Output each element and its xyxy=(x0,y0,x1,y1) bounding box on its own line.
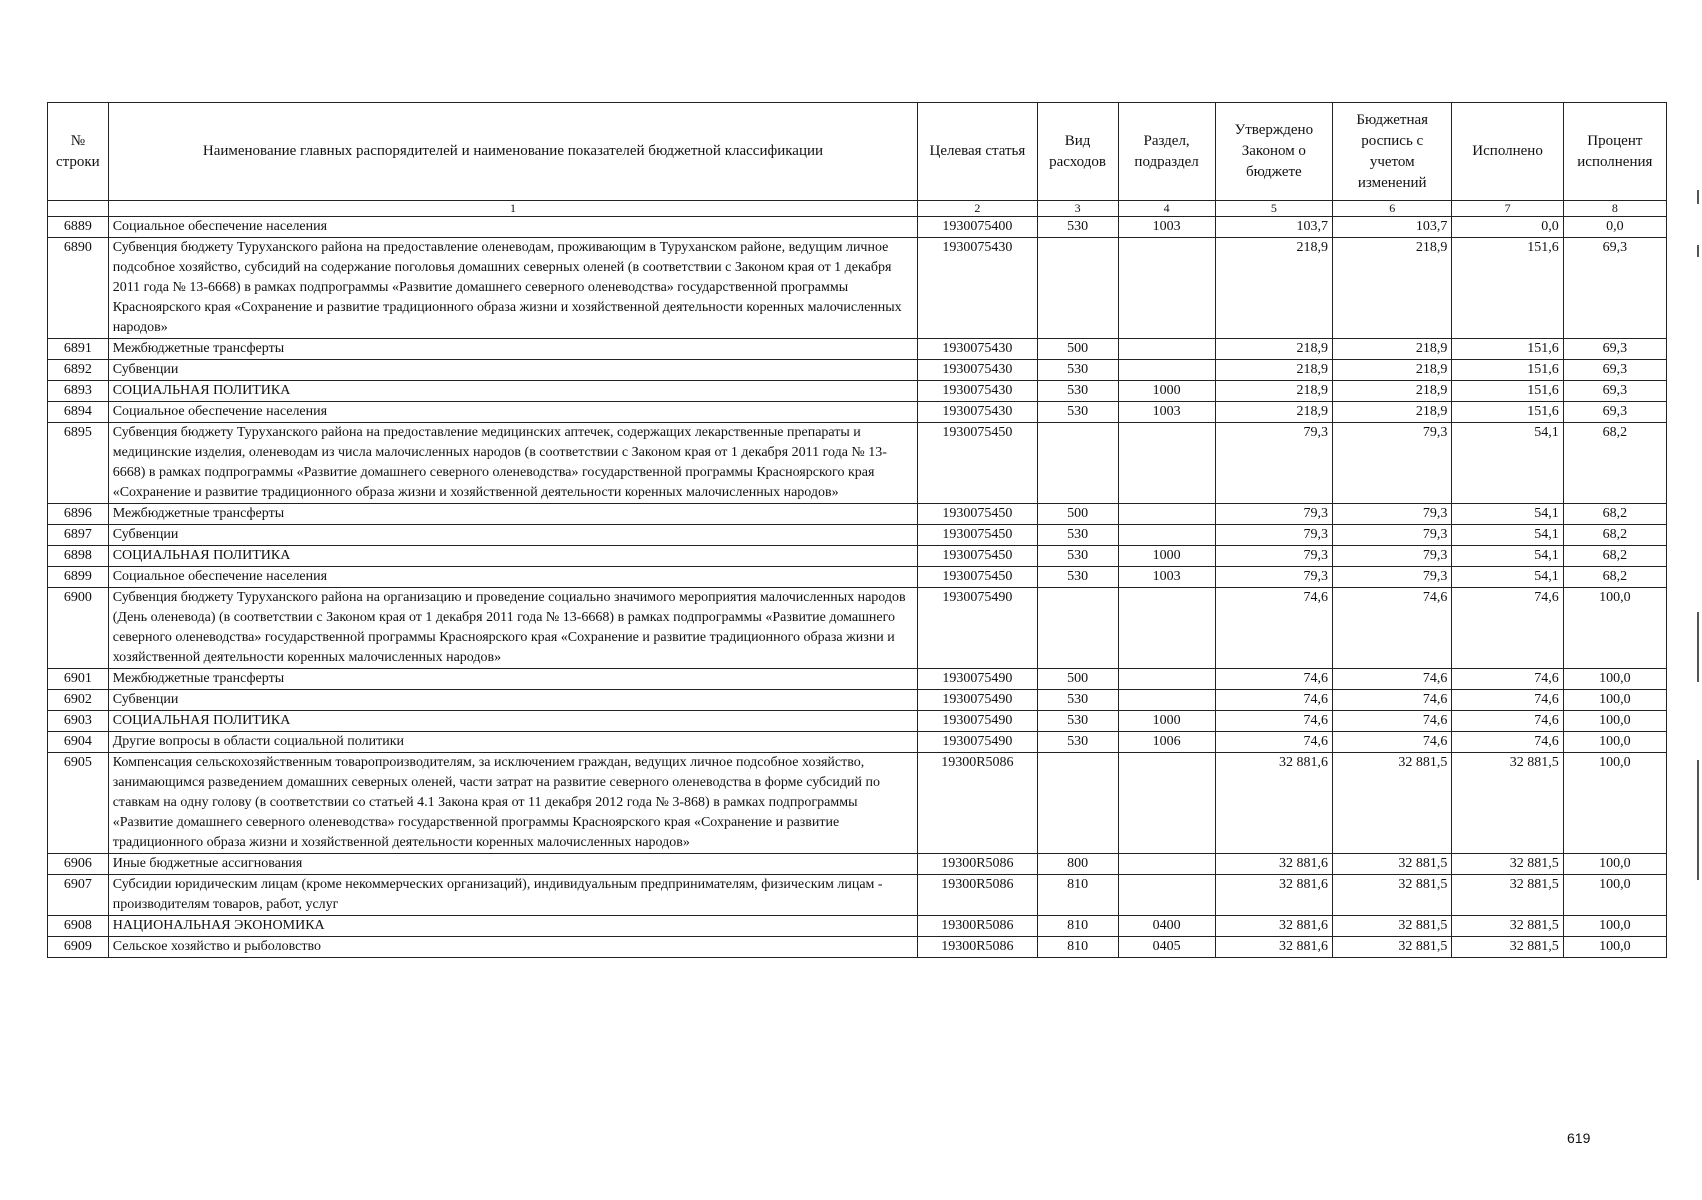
section-cell xyxy=(1118,690,1215,711)
row-number-cell: 6901 xyxy=(48,669,109,690)
budget-list-cell: 218,9 xyxy=(1333,381,1452,402)
target-article-cell: 1930075430 xyxy=(918,339,1037,360)
approved-cell: 218,9 xyxy=(1215,238,1332,339)
scan-edge-mark xyxy=(1697,190,1699,204)
approved-cell: 79,3 xyxy=(1215,423,1332,504)
table-row xyxy=(48,567,1667,588)
header-approved: Утверждено Законом о бюджете xyxy=(1215,103,1332,201)
executed-cell: 151,6 xyxy=(1452,381,1563,402)
item-name-cell: Межбюджетные трансферты xyxy=(108,669,918,690)
executed-cell: 54,1 xyxy=(1452,504,1563,525)
percent-cell: 69,3 xyxy=(1563,381,1666,402)
item-name-cell: Социальное обеспечение населения xyxy=(108,567,918,588)
row-number-cell: 6889 xyxy=(48,217,109,238)
row-number-cell: 6895 xyxy=(48,423,109,504)
column-number: 3 xyxy=(1037,201,1118,217)
row-number-cell: 6890 xyxy=(48,238,109,339)
table-row xyxy=(48,217,1667,238)
approved-cell: 103,7 xyxy=(1215,217,1332,238)
section-cell xyxy=(1118,339,1215,360)
row-number-cell: 6891 xyxy=(48,339,109,360)
expense-type-cell: 500 xyxy=(1037,669,1118,690)
table-row xyxy=(48,937,1667,958)
approved-cell: 218,9 xyxy=(1215,339,1332,360)
budget-list-cell: 32 881,5 xyxy=(1333,916,1452,937)
percent-cell: 100,0 xyxy=(1563,588,1666,669)
section-cell: 1006 xyxy=(1118,732,1215,753)
table-body xyxy=(48,217,1667,958)
section-cell xyxy=(1118,854,1215,875)
executed-cell: 74,6 xyxy=(1452,711,1563,732)
target-article-cell: 19300R5086 xyxy=(918,753,1037,854)
expense-type-cell: 530 xyxy=(1037,402,1118,423)
approved-cell: 218,9 xyxy=(1215,381,1332,402)
row-number-cell: 6907 xyxy=(48,875,109,916)
item-name-cell: Межбюджетные трансферты xyxy=(108,504,918,525)
item-name-cell: Иные бюджетные ассигнования xyxy=(108,854,918,875)
table-row xyxy=(48,588,1667,669)
row-number-cell: 6903 xyxy=(48,711,109,732)
table-row xyxy=(48,690,1667,711)
table-row xyxy=(48,423,1667,504)
row-number-cell: 6905 xyxy=(48,753,109,854)
expense-type-cell xyxy=(1037,423,1118,504)
item-name-cell: НАЦИОНАЛЬНАЯ ЭКОНОМИКА xyxy=(108,916,918,937)
section-cell xyxy=(1118,238,1215,339)
header-row-number: № строки xyxy=(48,103,109,201)
row-number-cell: 6897 xyxy=(48,525,109,546)
expense-type-cell: 500 xyxy=(1037,339,1118,360)
target-article-cell: 19300R5086 xyxy=(918,875,1037,916)
executed-cell: 32 881,5 xyxy=(1452,854,1563,875)
target-article-cell: 1930075450 xyxy=(918,504,1037,525)
budget-execution-table xyxy=(47,102,1667,958)
executed-cell: 74,6 xyxy=(1452,690,1563,711)
item-name-cell: СОЦИАЛЬНАЯ ПОЛИТИКА xyxy=(108,711,918,732)
expense-type-cell: 530 xyxy=(1037,546,1118,567)
table-row xyxy=(48,916,1667,937)
budget-list-cell: 79,3 xyxy=(1333,423,1452,504)
approved-cell: 218,9 xyxy=(1215,360,1332,381)
row-number-cell: 6898 xyxy=(48,546,109,567)
header-name: Наименование главных распорядителей и наименование показателей бюджетной классификации xyxy=(108,103,918,201)
percent-cell: 69,3 xyxy=(1563,238,1666,339)
row-number-cell: 6894 xyxy=(48,402,109,423)
percent-cell: 100,0 xyxy=(1563,937,1666,958)
percent-cell: 68,2 xyxy=(1563,423,1666,504)
column-number: 8 xyxy=(1563,201,1666,217)
executed-cell: 54,1 xyxy=(1452,525,1563,546)
table-row xyxy=(48,732,1667,753)
item-name-cell: Субвенция бюджету Туруханского района на организацию и проведение социально значимого мероприятия малочисленных народов (День оленевода) (в соответствии с Законом края от 1 декабря 2011 года № 13-6668) в рамках подпрограммы «Развитие домашнего северного оленеводства» государственной программы Красноярского края «Сохранение и развитие традиционного образа жизни и хозяйственной деятельности коренных малочисленных народов» xyxy=(108,588,918,669)
expense-type-cell: 530 xyxy=(1037,217,1118,238)
target-article-cell: 1930075430 xyxy=(918,238,1037,339)
executed-cell: 32 881,5 xyxy=(1452,753,1563,854)
section-cell: 1000 xyxy=(1118,711,1215,732)
percent-cell: 69,3 xyxy=(1563,339,1666,360)
row-number-cell: 6893 xyxy=(48,381,109,402)
page-number: 619 xyxy=(1567,1130,1591,1146)
executed-cell: 32 881,5 xyxy=(1452,916,1563,937)
budget-list-cell: 32 881,5 xyxy=(1333,854,1452,875)
table-row xyxy=(48,402,1667,423)
expense-type-cell: 530 xyxy=(1037,732,1118,753)
target-article-cell: 1930075450 xyxy=(918,423,1037,504)
executed-cell: 151,6 xyxy=(1452,402,1563,423)
expense-type-cell xyxy=(1037,588,1118,669)
item-name-cell: Субвенция бюджету Туруханского района на предоставление оленеводам, проживающим в Туруханском районе, ведущим личное подсобное хозяйство, субсидий на содержание поголовья домашних северных оленей (в соответствии с Законом края от 1 декабря 2011 года № 13-6668) в рамках подпрограммы «Развитие домашнего северного оленеводства» государственной программы Красноярского края «Сохранение и развитие традиционного образа жизни и хозяйственной деятельности коренных малочисленных народов» xyxy=(108,238,918,339)
section-cell: 1003 xyxy=(1118,217,1215,238)
percent-cell: 68,2 xyxy=(1563,525,1666,546)
approved-cell: 79,3 xyxy=(1215,504,1332,525)
budget-list-cell: 74,6 xyxy=(1333,588,1452,669)
budget-list-cell: 74,6 xyxy=(1333,732,1452,753)
approved-cell: 32 881,6 xyxy=(1215,753,1332,854)
executed-cell: 32 881,5 xyxy=(1452,937,1563,958)
table-row xyxy=(48,546,1667,567)
item-name-cell: Субвенции xyxy=(108,690,918,711)
column-number xyxy=(48,201,109,217)
table-row xyxy=(48,525,1667,546)
item-name-cell: Субвенции xyxy=(108,525,918,546)
expense-type-cell: 810 xyxy=(1037,937,1118,958)
executed-cell: 54,1 xyxy=(1452,567,1563,588)
budget-list-cell: 218,9 xyxy=(1333,402,1452,423)
header-expense-type: Вид расходов xyxy=(1037,103,1118,201)
approved-cell: 74,6 xyxy=(1215,690,1332,711)
section-cell xyxy=(1118,423,1215,504)
section-cell: 0405 xyxy=(1118,937,1215,958)
scan-edge-mark xyxy=(1697,760,1699,880)
budget-list-cell: 74,6 xyxy=(1333,711,1452,732)
percent-cell: 100,0 xyxy=(1563,753,1666,854)
row-number-cell: 6909 xyxy=(48,937,109,958)
expense-type-cell: 530 xyxy=(1037,567,1118,588)
target-article-cell: 1930075450 xyxy=(918,525,1037,546)
percent-cell: 100,0 xyxy=(1563,875,1666,916)
approved-cell: 32 881,6 xyxy=(1215,875,1332,916)
budget-list-cell: 218,9 xyxy=(1333,360,1452,381)
budget-list-cell: 32 881,5 xyxy=(1333,753,1452,854)
item-name-cell: Межбюджетные трансферты xyxy=(108,339,918,360)
target-article-cell: 19300R5086 xyxy=(918,937,1037,958)
item-name-cell: Субвенция бюджету Туруханского района на предоставление медицинских аптечек, содержащих лекарственные препараты и медицинские изделия, оленеводам из числа малочисленных народов (в соответствии с Законом края от 1 декабря 2011 года № 13-6668) в рамках подпрограммы «Развитие домашнего северного оленеводства» государственной программы Красноярского края «Сохранение и развитие традиционного образа жизни и хозяйственной деятельности коренных малочисленных народов» xyxy=(108,423,918,504)
approved-cell: 74,6 xyxy=(1215,669,1332,690)
header-budget-list: Бюджетная роспись с учетом изменений xyxy=(1333,103,1452,201)
item-name-cell: Социальное обеспечение населения xyxy=(108,217,918,238)
executed-cell: 54,1 xyxy=(1452,423,1563,504)
item-name-cell: Субвенции xyxy=(108,360,918,381)
approved-cell: 32 881,6 xyxy=(1215,937,1332,958)
expense-type-cell: 530 xyxy=(1037,525,1118,546)
section-cell: 0400 xyxy=(1118,916,1215,937)
table-row xyxy=(48,854,1667,875)
section-cell: 1000 xyxy=(1118,546,1215,567)
percent-cell: 100,0 xyxy=(1563,854,1666,875)
approved-cell: 74,6 xyxy=(1215,732,1332,753)
budget-list-cell: 32 881,5 xyxy=(1333,937,1452,958)
section-cell xyxy=(1118,504,1215,525)
header-percent: Процент исполнения xyxy=(1563,103,1666,201)
expense-type-cell: 800 xyxy=(1037,854,1118,875)
approved-cell: 218,9 xyxy=(1215,402,1332,423)
budget-list-cell: 79,3 xyxy=(1333,525,1452,546)
column-number: 5 xyxy=(1215,201,1332,217)
target-article-cell: 1930075450 xyxy=(918,567,1037,588)
approved-cell: 32 881,6 xyxy=(1215,854,1332,875)
executed-cell: 74,6 xyxy=(1452,588,1563,669)
executed-cell: 151,6 xyxy=(1452,238,1563,339)
percent-cell: 69,3 xyxy=(1563,360,1666,381)
target-article-cell: 19300R5086 xyxy=(918,854,1037,875)
section-cell: 1000 xyxy=(1118,381,1215,402)
approved-cell: 79,3 xyxy=(1215,525,1332,546)
table-row xyxy=(48,339,1667,360)
target-article-cell: 1930075490 xyxy=(918,732,1037,753)
percent-cell: 68,2 xyxy=(1563,567,1666,588)
target-article-cell: 1930075430 xyxy=(918,402,1037,423)
budget-list-cell: 79,3 xyxy=(1333,504,1452,525)
percent-cell: 100,0 xyxy=(1563,916,1666,937)
header-target-article: Целевая статья xyxy=(918,103,1037,201)
percent-cell: 100,0 xyxy=(1563,711,1666,732)
item-name-cell: Компенсация сельскохозяйственным товаропроизводителям, за исключением граждан, ведущих личное подсобное хозяйство, занимающимся разведением домашних северных оленей, части затрат на развитие северного оленеводства в форме субсидий по ставкам на одну голову (в соответствии со статьей 4.1 Закона края от 11 декабря 2012 года № 3-868) в рамках подпрограммы «Развитие домашнего северного оленеводства» государственной программы Красноярского края «Сохранение и развитие традиционного образа жизни и хозяйственной деятельности коренных малочисленных народов» xyxy=(108,753,918,854)
executed-cell: 151,6 xyxy=(1452,360,1563,381)
target-article-cell: 1930075490 xyxy=(918,690,1037,711)
column-number: 7 xyxy=(1452,201,1563,217)
expense-type-cell: 530 xyxy=(1037,690,1118,711)
approved-cell: 74,6 xyxy=(1215,711,1332,732)
header-executed: Исполнено xyxy=(1452,103,1563,201)
table-row xyxy=(48,875,1667,916)
row-number-cell: 6902 xyxy=(48,690,109,711)
item-name-cell: СОЦИАЛЬНАЯ ПОЛИТИКА xyxy=(108,546,918,567)
executed-cell: 0,0 xyxy=(1452,217,1563,238)
table-header-row xyxy=(48,103,1667,201)
budget-list-cell: 79,3 xyxy=(1333,546,1452,567)
expense-type-cell: 810 xyxy=(1037,916,1118,937)
target-article-cell: 1930075400 xyxy=(918,217,1037,238)
budget-list-cell: 79,3 xyxy=(1333,567,1452,588)
percent-cell: 100,0 xyxy=(1563,669,1666,690)
column-number: 1 xyxy=(108,201,918,217)
row-number-cell: 6892 xyxy=(48,360,109,381)
budget-list-cell: 218,9 xyxy=(1333,238,1452,339)
target-article-cell: 1930075430 xyxy=(918,360,1037,381)
row-number-cell: 6904 xyxy=(48,732,109,753)
target-article-cell: 1930075430 xyxy=(918,381,1037,402)
percent-cell: 68,2 xyxy=(1563,546,1666,567)
table-row xyxy=(48,381,1667,402)
row-number-cell: 6899 xyxy=(48,567,109,588)
budget-list-cell: 218,9 xyxy=(1333,339,1452,360)
table-row xyxy=(48,753,1667,854)
percent-cell: 100,0 xyxy=(1563,732,1666,753)
budget-list-cell: 32 881,5 xyxy=(1333,875,1452,916)
expense-type-cell: 530 xyxy=(1037,381,1118,402)
expense-type-cell: 530 xyxy=(1037,360,1118,381)
column-number-row xyxy=(48,201,1667,217)
target-article-cell: 19300R5086 xyxy=(918,916,1037,937)
executed-cell: 54,1 xyxy=(1452,546,1563,567)
expense-type-cell xyxy=(1037,753,1118,854)
table-row xyxy=(48,669,1667,690)
item-name-cell: Субсидии юридическим лицам (кроме некоммерческих организаций), индивидуальным предпринимателям, физическим лицам - производителям товаров, работ, услуг xyxy=(108,875,918,916)
budget-list-cell: 74,6 xyxy=(1333,669,1452,690)
item-name-cell: СОЦИАЛЬНАЯ ПОЛИТИКА xyxy=(108,381,918,402)
row-number-cell: 6908 xyxy=(48,916,109,937)
target-article-cell: 1930075490 xyxy=(918,711,1037,732)
approved-cell: 79,3 xyxy=(1215,546,1332,567)
approved-cell: 74,6 xyxy=(1215,588,1332,669)
table-row xyxy=(48,238,1667,339)
item-name-cell: Сельское хозяйство и рыболовство xyxy=(108,937,918,958)
expense-type-cell: 530 xyxy=(1037,711,1118,732)
approved-cell: 32 881,6 xyxy=(1215,916,1332,937)
section-cell xyxy=(1118,875,1215,916)
column-number: 6 xyxy=(1333,201,1452,217)
scan-edge-mark xyxy=(1697,245,1699,257)
target-article-cell: 1930075490 xyxy=(918,669,1037,690)
row-number-cell: 6906 xyxy=(48,854,109,875)
budget-table-sheet xyxy=(47,102,1667,958)
percent-cell: 68,2 xyxy=(1563,504,1666,525)
section-cell xyxy=(1118,669,1215,690)
percent-cell: 69,3 xyxy=(1563,402,1666,423)
section-cell xyxy=(1118,525,1215,546)
table-row xyxy=(48,360,1667,381)
percent-cell: 0,0 xyxy=(1563,217,1666,238)
row-number-cell: 6896 xyxy=(48,504,109,525)
section-cell: 1003 xyxy=(1118,402,1215,423)
target-article-cell: 1930075450 xyxy=(918,546,1037,567)
expense-type-cell: 500 xyxy=(1037,504,1118,525)
executed-cell: 74,6 xyxy=(1452,732,1563,753)
approved-cell: 79,3 xyxy=(1215,567,1332,588)
section-cell xyxy=(1118,588,1215,669)
budget-list-cell: 74,6 xyxy=(1333,690,1452,711)
column-number: 4 xyxy=(1118,201,1215,217)
item-name-cell: Другие вопросы в области социальной политики xyxy=(108,732,918,753)
section-cell xyxy=(1118,753,1215,854)
row-number-cell: 6900 xyxy=(48,588,109,669)
target-article-cell: 1930075490 xyxy=(918,588,1037,669)
expense-type-cell xyxy=(1037,238,1118,339)
scan-edge-mark xyxy=(1697,612,1699,682)
executed-cell: 32 881,5 xyxy=(1452,875,1563,916)
section-cell xyxy=(1118,360,1215,381)
table-row xyxy=(48,711,1667,732)
executed-cell: 74,6 xyxy=(1452,669,1563,690)
column-number: 2 xyxy=(918,201,1037,217)
item-name-cell: Социальное обеспечение населения xyxy=(108,402,918,423)
header-section: Раздел, подраздел xyxy=(1118,103,1215,201)
budget-list-cell: 103,7 xyxy=(1333,217,1452,238)
section-cell: 1003 xyxy=(1118,567,1215,588)
percent-cell: 100,0 xyxy=(1563,690,1666,711)
table-row xyxy=(48,504,1667,525)
expense-type-cell: 810 xyxy=(1037,875,1118,916)
executed-cell: 151,6 xyxy=(1452,339,1563,360)
